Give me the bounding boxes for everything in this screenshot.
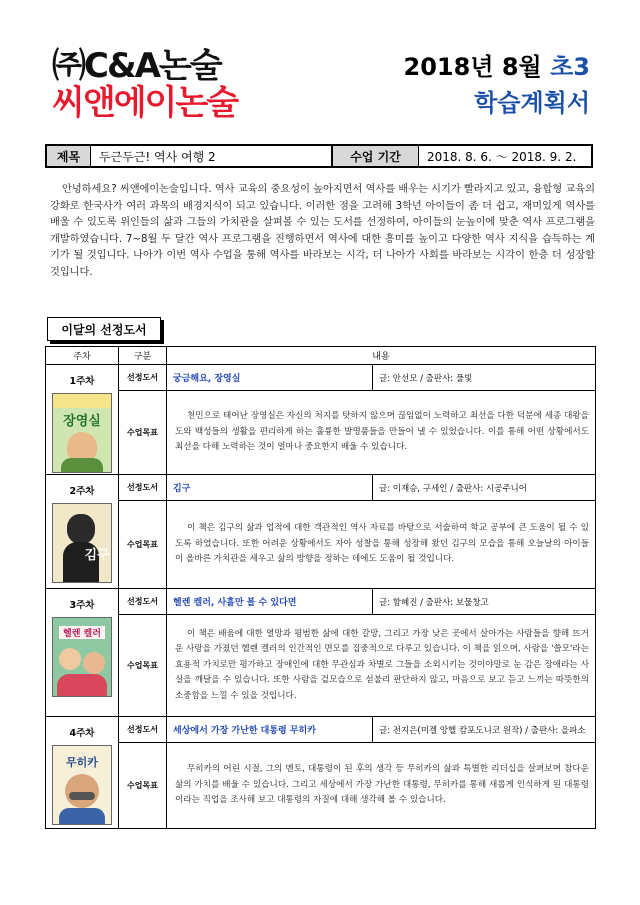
logo-company-name: ㈜C&A논술: [52, 46, 221, 86]
table-row: [46, 615, 596, 717]
week-cell: [46, 475, 119, 589]
header-week: 주차: [46, 347, 119, 365]
book-author: 글: 이재승, 구세인 / 출판사: 시공주니어: [373, 475, 596, 501]
table-row: [46, 501, 596, 589]
week-label: 3주차: [69, 600, 95, 611]
table-row: [46, 743, 596, 829]
header-type: 구분: [119, 347, 167, 365]
book-cover-image: [52, 617, 112, 697]
week-cell: [46, 365, 119, 475]
lesson-goal: 이 책은 김구의 삶과 업적에 대한 객관적인 역사 자료를 바탕으로 서술하여 학교 공부에 큰 도움이 될 수 있도록 하였습니다. 또한 어려운 상황에서도 자아 성찰을 통해 성장해 왔던 김구의 모습을 통해 오늘날의 아이들이 올바른 가치관을 세우고 삶의 방향을 정하는 데에도 도움이 될 것입니다.: [167, 501, 596, 589]
header-content: 내용: [167, 347, 596, 365]
purpose-label: 수업목표: [119, 743, 167, 829]
section-title: 이달의 선정도서: [47, 317, 161, 341]
lesson-goal: 이 책은 배움에 대한 열망과 평범한 삶에 대한 갈망, 그리고 가장 낮은 곳에서 살아가는 사람들을 향해 뜨거운 사랑을 가졌던 헬렌 켈러의 인간적인 면모를 집중적으로 다루고 있습니다. 이 책을 읽으며, 사람을 '쓸모'라는 효용적 가치로만 평가하고 장애인에 대한 무관심과 차별로 그들을 소외시키는 것이야말로 눈 감은 장애라는 사실을 깨달을 수 있습니다. 또한 사람을 겉모습으로 섣불리 판단하지 않고, 마음으로 보고 듣고 느끼는 따뜻한의 소중함을 느낄 수 있을 것입니다.: [167, 615, 596, 717]
book-title: 궁금해요, 장영실: [167, 365, 373, 391]
table-row: [46, 391, 596, 475]
table-row: [46, 365, 596, 391]
book-cover-image: [52, 393, 112, 473]
year-month: 2018년 8월: [403, 53, 542, 81]
book-label: 선정도서: [119, 717, 167, 743]
book-schedule-table: [45, 346, 596, 829]
lesson-info-bar: [45, 144, 593, 168]
period-label: 수업 기간: [333, 146, 419, 166]
logo-brand-name: 씨앤에이논술: [52, 83, 238, 123]
cover-title: 김구: [84, 548, 110, 563]
table-row: [46, 475, 596, 501]
intro-paragraph: 안녕하세요? 씨앤에이논술입니다. 역사 교육의 중요성이 높아지면서 역사를 배우는 시기가 빨라지고 있고, 융합형 교육의 강화로 한국사가 여러 과목의 배경지식이 되고 있습니다. 이러한 점을 고려해 3학년 아이들이 좀 더 쉽고, 재미있게 역사를 배울 수 있도록 위인들의 삶과 그들의 가치관을 살펴볼 수 있는 도서를 선정하여, 아이들의 눈높이에 맞춘 역사 프로그램을 개발하였습니다. 7~8월 두 달간 역사 프로그램을 진행하면서 역사에 대한 흥미를 높이고 다양한 역사 지식을 습득하는 계기가 될 것입니다. 나아가 이번 역사 수업을 통해 역사를 바라보는 시각, 더 나아가 사회를 바라보는 시각이 한층 더 성장할 것입니다.: [50, 184, 595, 278]
cover-title: 헬렌 켈러: [59, 626, 105, 639]
document-title: 학습계획서: [474, 89, 590, 117]
book-author: 글: 전지은(미겔 앙헬 캄포도니코 원작) / 출판사: 을파소: [373, 717, 596, 743]
week-label: 1주차: [69, 376, 95, 387]
document-header: [404, 52, 590, 120]
book-label: 선정도서: [119, 589, 167, 615]
purpose-label: 수업목표: [119, 501, 167, 589]
lesson-title: 두근두근! 역사 여행 2: [91, 146, 333, 166]
table-row: [46, 717, 596, 743]
week-cell: [46, 717, 119, 829]
table-header-row: [46, 347, 596, 365]
title-label: 제목: [47, 146, 91, 166]
week-label: 2주차: [69, 486, 95, 497]
book-title: 김구: [167, 475, 373, 501]
table-row: [46, 589, 596, 615]
book-cover-image: [52, 503, 112, 583]
cover-title: 무히카: [66, 756, 98, 769]
purpose-label: 수업목표: [119, 391, 167, 475]
purpose-label: 수업목표: [119, 615, 167, 717]
grade-label: 초3: [550, 53, 590, 81]
book-title: 세상에서 가장 가난한 대통령 무히카: [167, 717, 373, 743]
week-label: 4주차: [69, 728, 95, 739]
lesson-goal: 무히카의 어린 시절, 그의 멘토, 대통령이 된 후의 생각 등 무히카의 삶과 특별한 리더십을 살펴보며 참다운 삶의 가치를 배울 수 있습니다. 그리고 세상에서 가장 가난한 대통령, 무히카를 통해 새롭게 인식하게 된 대통령이라는 직업을 조사해 보고 대통령의 자질에 대해 생각해 볼 수 있습니다.: [167, 743, 596, 829]
lesson-goal: 천민으로 태어난 장영실은 자신의 처지를 탓하지 않으며 끊임없이 노력하고 최선을 다한 덕분에 세종 대왕을 도와 백성들의 생활을 편리하게 하는 훌륭한 발명품들을 만들어 낼 수 있었습니다. 이를 통해 어떤 상황에서도 최선을 다해 노력하는 것이 얼마나 중요한지 배울 수 있습니다.: [167, 391, 596, 475]
book-author: 글: 함혜진 / 출판사: 보물창고: [373, 589, 596, 615]
book-cover-image: [52, 745, 112, 825]
lesson-period: 2018. 8. 6. ～ 2018. 9. 2.: [427, 149, 577, 164]
company-logo: [52, 48, 237, 122]
book-label: 선정도서: [119, 365, 167, 391]
book-title: 헬렌 켈러, 사흘만 볼 수 있다면: [167, 589, 373, 615]
book-label: 선정도서: [119, 475, 167, 501]
week-cell: [46, 589, 119, 717]
cover-title: 장영실: [63, 414, 101, 429]
book-author: 글: 안선모 / 출판사: 풀빛: [373, 365, 596, 391]
